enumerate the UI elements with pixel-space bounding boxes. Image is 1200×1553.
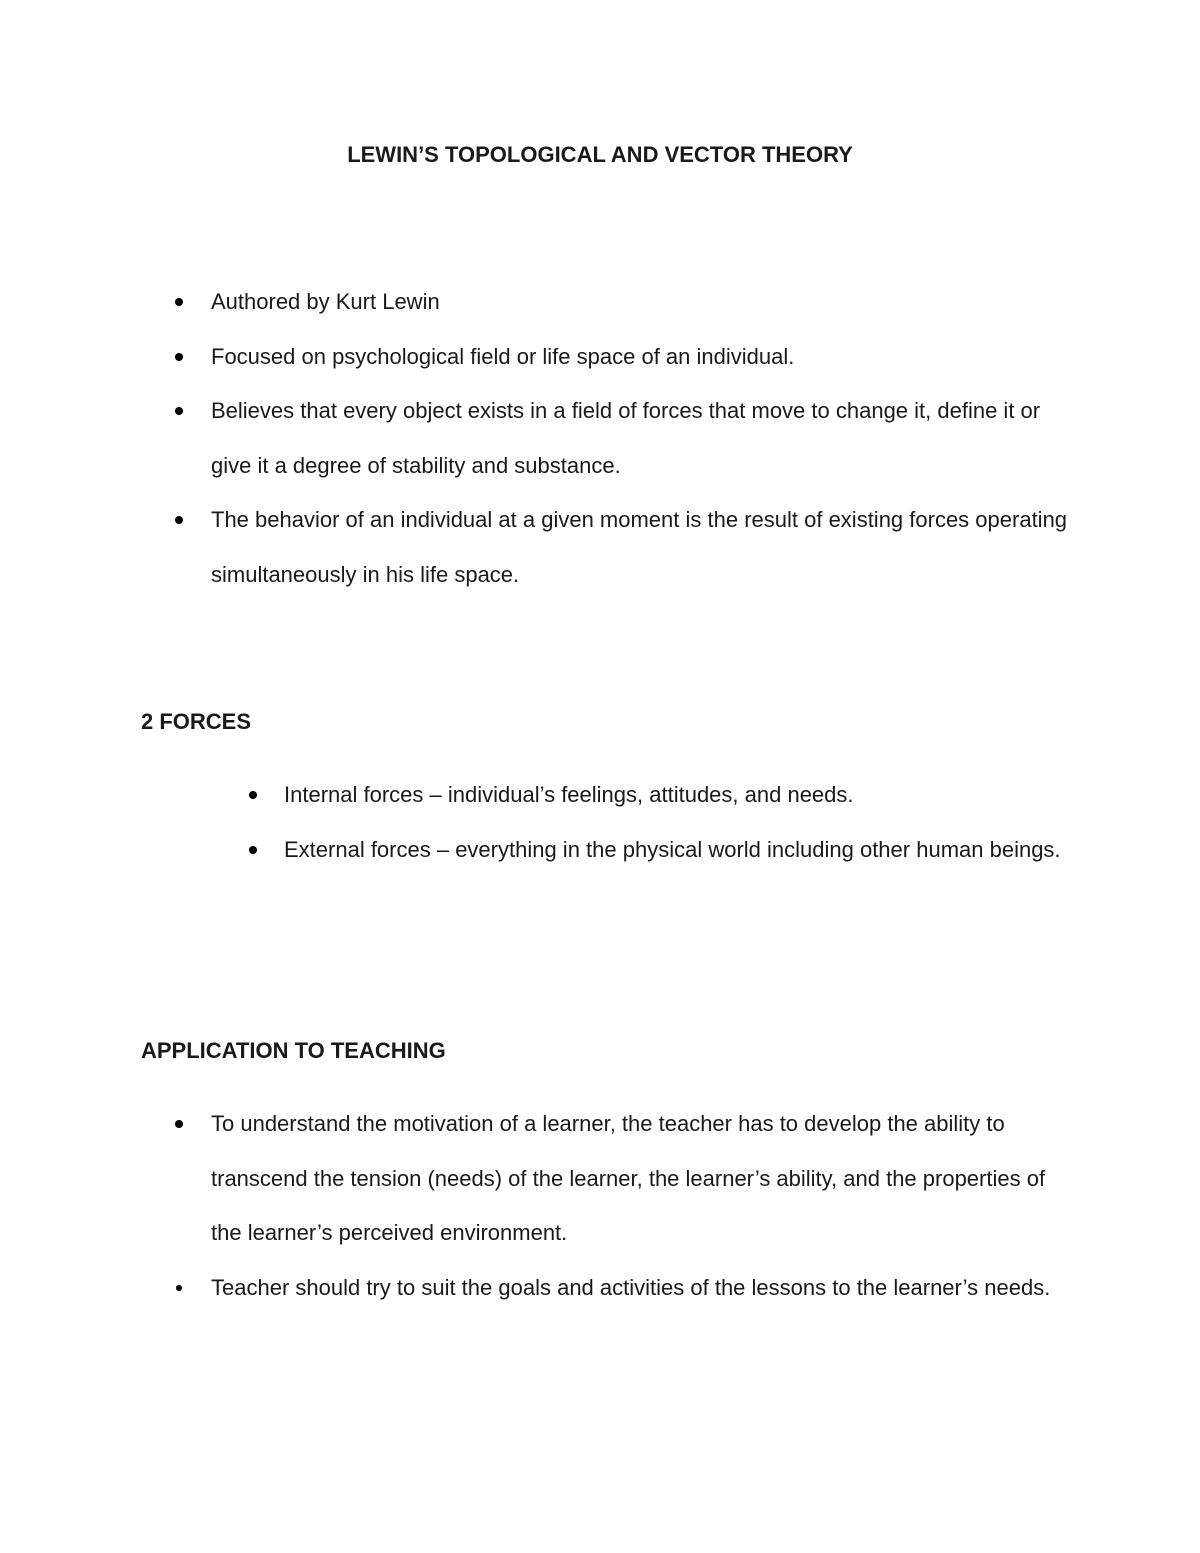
list-item-text: Believes that every object exists in a field of forces that move to change it, define it or give it a degree of stability and substance. <box>211 398 1041 478</box>
application-bullet-list <box>211 1097 1071 1315</box>
list-item <box>211 493 1071 602</box>
list-item-text: Authored by Kurt Lewin <box>211 289 440 314</box>
list-item-text: Internal forces – individual’s feelings, attitudes, and needs. <box>284 782 854 807</box>
list-item-text: To understand the motivation of a learner, the teacher has to develop the ability to transcend the tension (needs) of the learner, the learner’s ability, and the properties of the learner’s perceived environment. <box>211 1111 1046 1245</box>
intro-bullet-list <box>211 275 1071 602</box>
bullet-icon <box>175 516 183 524</box>
list-item-text: Focused on psychological field or life space of an individual. <box>211 343 795 369</box>
forces-heading: 2 FORCES <box>141 709 252 734</box>
list-item <box>211 384 1071 493</box>
list-item <box>211 1097 1071 1261</box>
list-item <box>211 1261 1071 1316</box>
list-item <box>284 768 1064 823</box>
bullet-icon <box>249 846 257 854</box>
bullet-icon <box>175 407 183 415</box>
bullet-icon <box>249 791 257 799</box>
list-item <box>284 823 1064 878</box>
list-item-text: External forces – everything in the physical world including other human beings. <box>284 836 1061 862</box>
document-title: LEWIN’S TOPOLOGICAL AND VECTOR THEORY <box>347 142 853 167</box>
bullet-icon <box>175 353 183 361</box>
bullet-icon <box>175 298 183 306</box>
application-heading: APPLICATION TO TEACHING <box>141 1038 446 1063</box>
list-item <box>211 330 1071 385</box>
list-item-text: The behavior of an individual at a given moment is the result of existing forces operating simultaneously in his life space. <box>211 507 1068 587</box>
forces-bullet-list <box>284 768 1064 877</box>
bullet-icon <box>176 1285 182 1291</box>
list-item <box>211 275 1071 330</box>
bullet-icon <box>175 1120 183 1128</box>
list-item-text: Teacher should try to suit the goals and activities of the lessons to the learner’s needs. <box>211 1274 1051 1300</box>
